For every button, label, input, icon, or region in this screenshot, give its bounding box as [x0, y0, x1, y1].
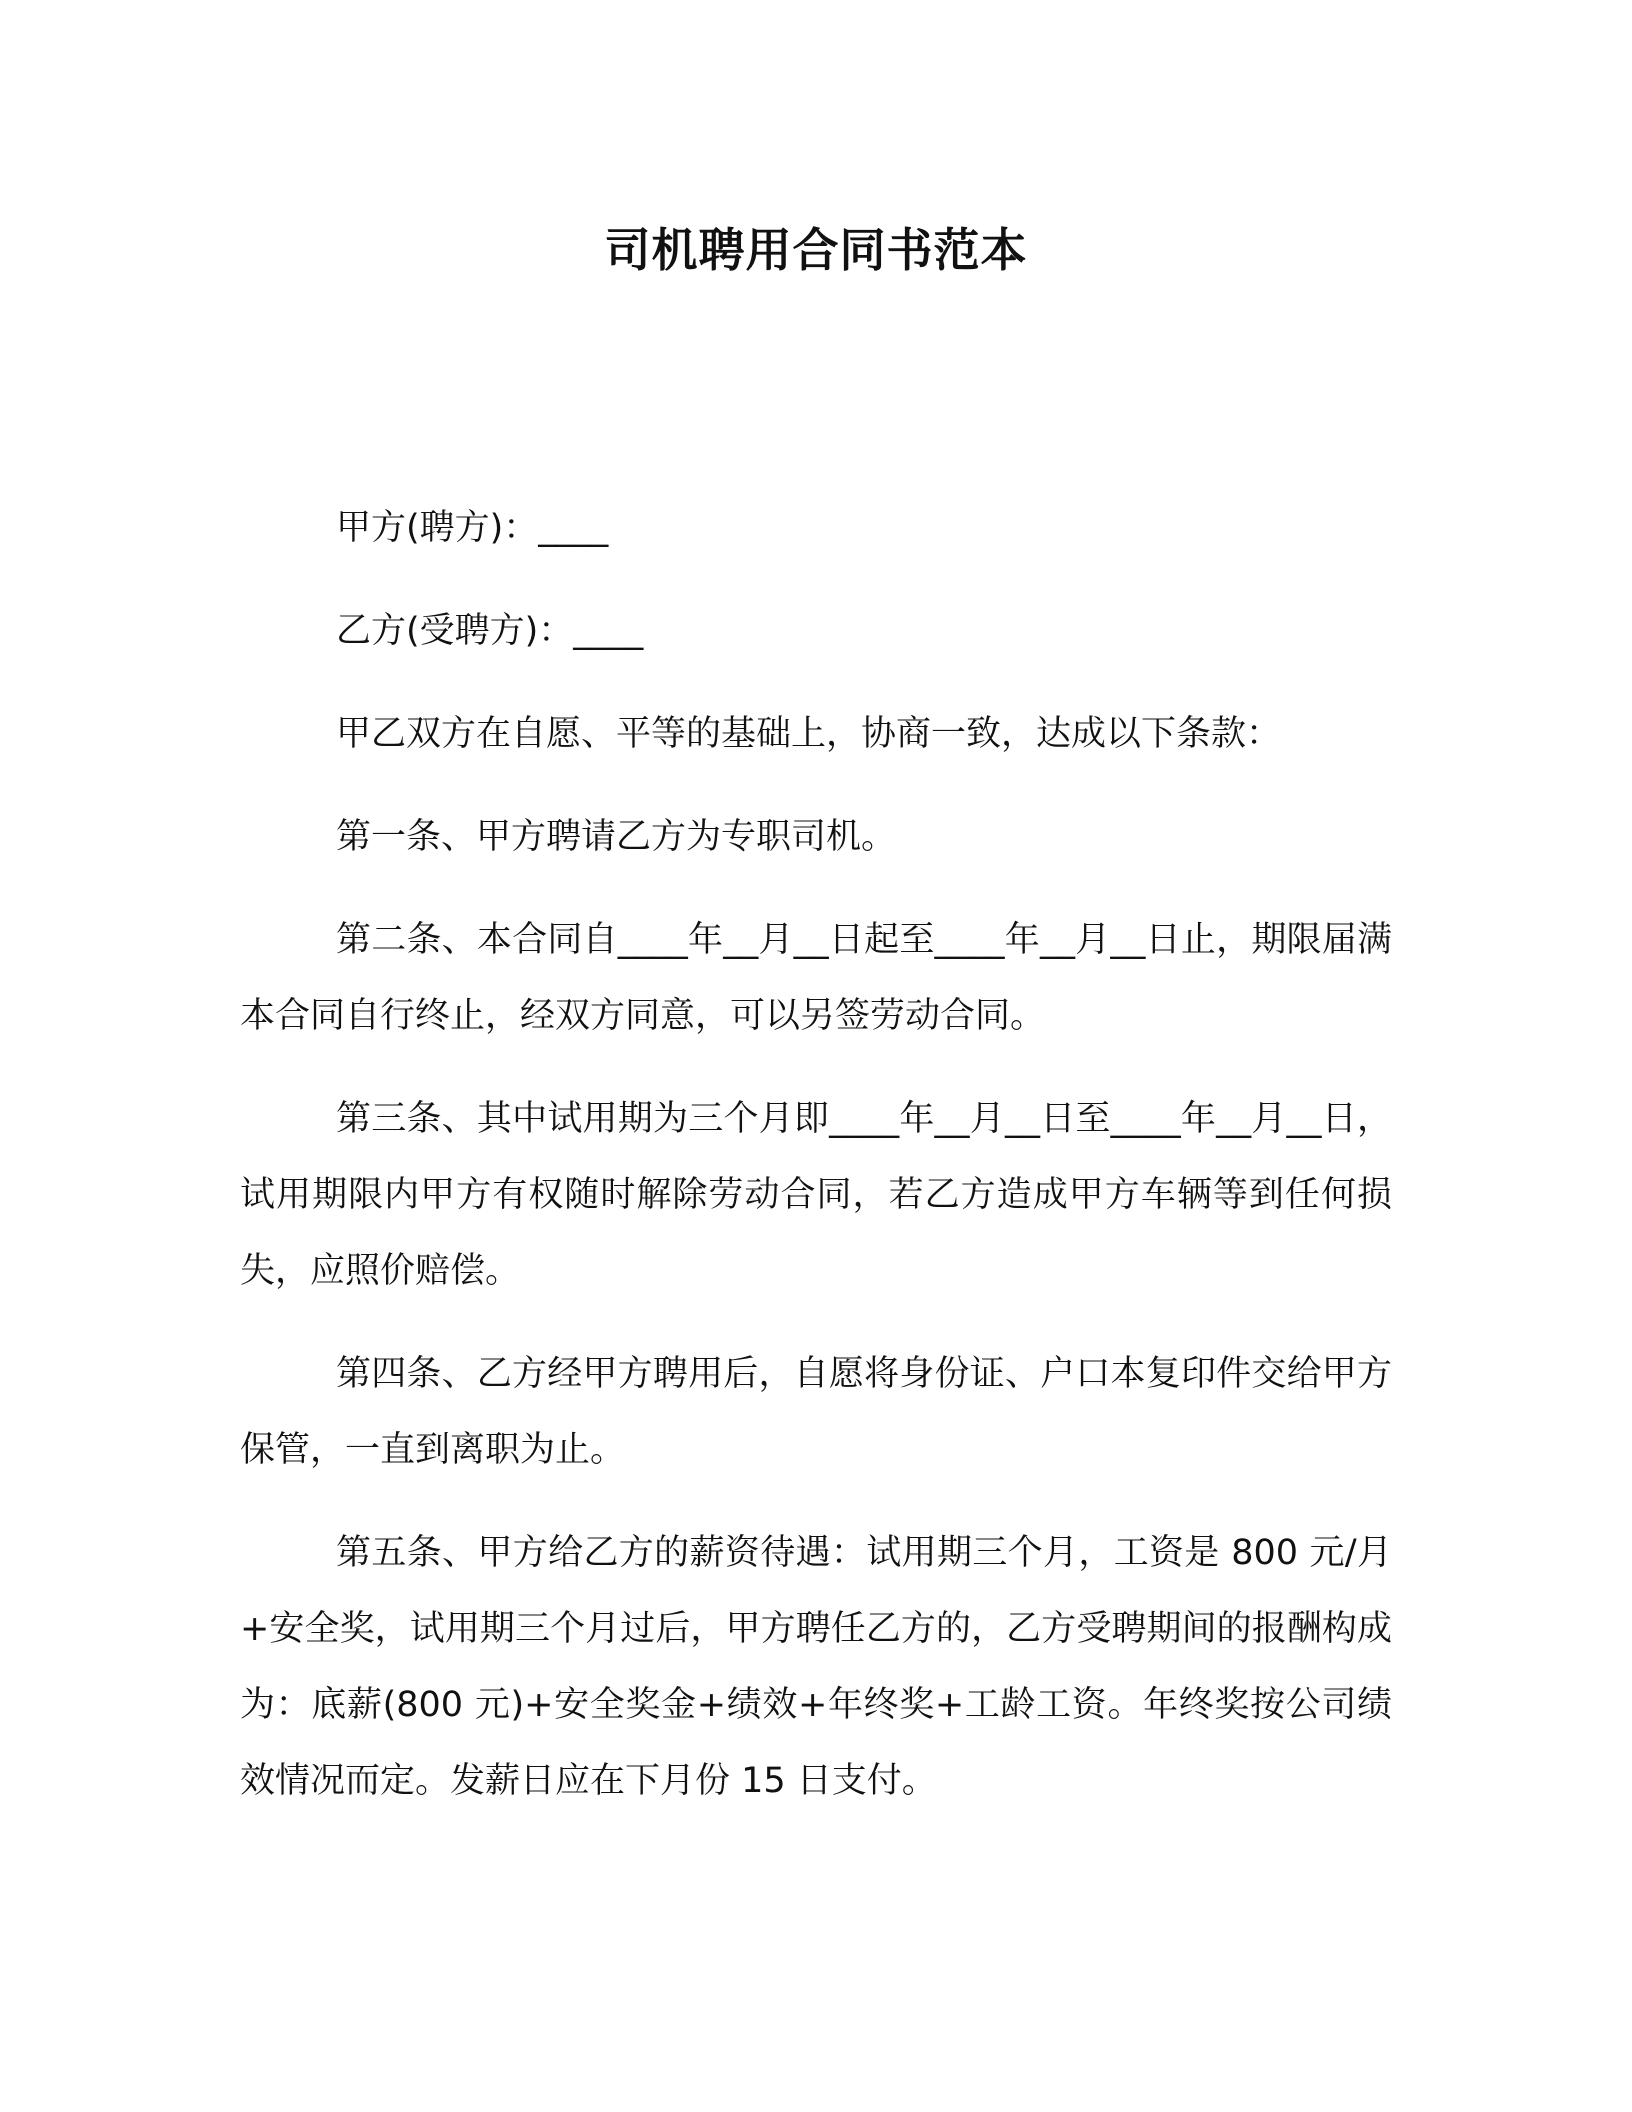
party-b-line: 乙方(受聘方)：____	[336, 611, 644, 651]
article-2: 第二条、本合同自____年__月__日起至____年__月__日止，期限届满本合同自行终止，经双方同意，可以另签劳动合同。	[240, 920, 1392, 1036]
document-body	[240, 490, 1392, 1846]
article-4: 第四条、乙方经甲方聘用后，自愿将身份证、户口本复印件交给甲方保管，一直到离职为止。	[240, 1354, 1392, 1470]
document-title: 司机聘用合同书范本	[604, 223, 1028, 277]
party-a-line: 甲方(聘方)：____	[336, 508, 609, 548]
preamble-paragraph: 甲乙双方在自愿、平等的基础上，协商一致，达成以下条款：	[336, 714, 1282, 754]
article-5: 第五条、甲方给乙方的薪资待遇：试用期三个月，工资是 800 元/月+安全奖，试用期三个月过后，甲方聘任乙方的，乙方受聘期间的报酬构成为：底薪(800 元)+安全奖金+绩效+年终奖+工龄工资。年终奖按公司绩效情况而定。发薪日应在下月份 15 日支付。	[240, 1533, 1392, 1801]
article-3: 第三条、其中试用期为三个月即____年__月__日至____年__月__日，试用期限内甲方有权随时解除劳动合同，若乙方造成甲方车辆等到任何损失，应照价赔偿。	[240, 1099, 1392, 1291]
article-1: 第一条、甲方聘请乙方为专职司机。	[336, 817, 897, 857]
